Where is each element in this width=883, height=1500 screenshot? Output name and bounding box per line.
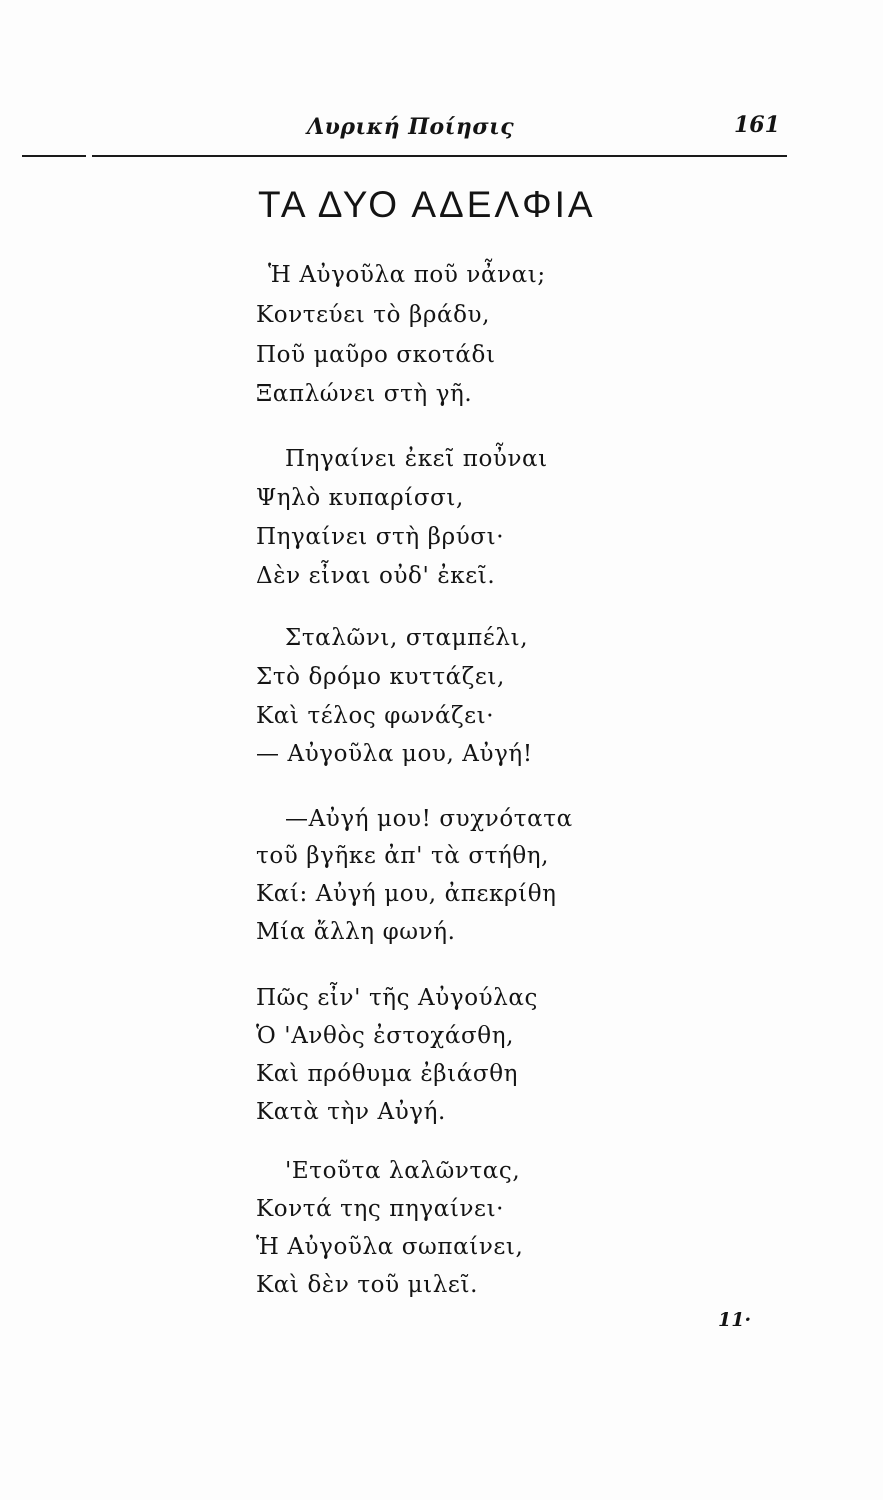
poem-line: Μία ἄλλη φωνή.	[256, 919, 456, 945]
running-head: Λυρική Ποίησις	[307, 114, 515, 140]
poem-line: 'Ετοῦτα λαλῶντας,	[285, 1158, 521, 1184]
poem-title: ΤΑ ΔΥΟ ΑΔΕΛΦΙΑ	[258, 184, 596, 225]
poem-line: Πῶς εἶν' τῆς Αὐγούλας	[256, 985, 539, 1011]
poem-line: Ποῦ μαῦρο σκοτάδι	[256, 342, 496, 368]
page-number: 161	[734, 112, 780, 138]
poem-line: Καὶ δὲν τοῦ μιλεῖ.	[256, 1272, 478, 1298]
poem-line: Δὲν εἶναι οὐδ' ἐκεῖ.	[256, 563, 496, 589]
poem-line: Κοντεύει τὸ βράδυ,	[256, 302, 491, 328]
poem-line: Καὶ τέλος φωνάζει·	[256, 703, 495, 729]
poem-line: Κοντά της πηγαίνει·	[256, 1196, 505, 1222]
poem-line: Ὁ 'Ανθὸς ἐστοχάσθη,	[256, 1023, 514, 1049]
poem-line: Ψηλὸ κυπαρίσσι,	[256, 485, 464, 511]
poem-line: Σταλῶνι, σταμπέλι,	[285, 625, 529, 651]
poem-line: Πηγαίνει στὴ βρύσι·	[256, 524, 505, 550]
poem-line: — Αὐγοῦλα μου, Αὐγή!	[256, 741, 533, 767]
poem-line: Στὸ δρόμο κυττάζει,	[256, 664, 505, 690]
poem-line: Πηγαίνει ἐκεῖ ποὖναι	[285, 446, 548, 472]
poem-line: τοῦ βγῆκε ἀπ' τὰ στήθη,	[256, 843, 550, 869]
header-rule-gap	[86, 155, 92, 157]
poem-line: Ξαπλώνει στὴ γῆ.	[256, 381, 473, 407]
header-rule	[22, 155, 787, 157]
poem-line: Καὶ πρόθυμα ἐβιάσθη	[256, 1061, 519, 1087]
poem-line: Ἡ Αὐγοῦλα σωπαίνει,	[256, 1234, 524, 1260]
signature-mark: 11·	[718, 1309, 752, 1331]
poem-line: Ἡ Αὐγοῦλα ποῦ νἆναι;	[268, 262, 546, 288]
poem-line: —Αὐγή μου! συχνότατα	[285, 806, 573, 832]
poem-line: Κατὰ τὴν Αὐγή.	[256, 1099, 446, 1125]
poem-line: Καί: Αὐγή μου, ἀπεκρίθη	[256, 881, 557, 907]
